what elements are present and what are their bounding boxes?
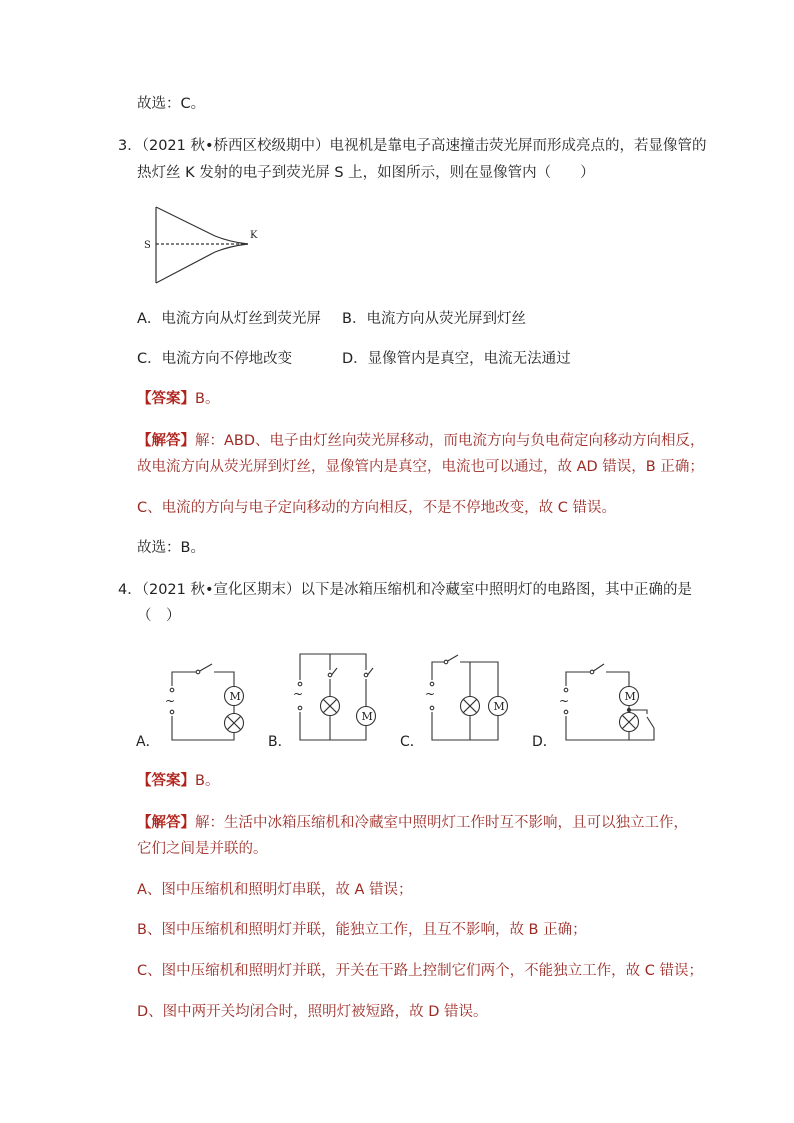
q3-stem-line2: 热灯丝 K 发射的电子到荧光屏 S 上，如图所示，则在显像管内（ ） [137,165,595,181]
q4-answer [137,770,219,792]
circuit-a [136,650,256,750]
q4-stem-line1: 4．（2021 秋•宣化区期末）以下是冰箱压缩机和冷藏室中照明灯的电路图，其中正确的是 [118,582,693,598]
q4-analysis-c: C、图中压缩机和照明灯并联，开关在干路上控制它们两个，不能独立工作，故 C 错误； [137,963,703,979]
circuit-b-label: B． [268,734,292,750]
q4-analysis-line1 [137,812,688,834]
q4-analysis-tag: 【解答】 [137,815,195,831]
circuit-d [530,650,660,750]
motor-label-b: M [361,710,373,723]
q3-answer-value: B。 [195,391,220,407]
switch-d-bypass [647,717,654,728]
motor-label-d: M [624,690,636,703]
ac-symbol-a: ~ [165,694,176,708]
q3-option-d: D．显像管内是真空，电流无法通过 [342,351,571,367]
q4-analysis-b: B、图中压缩机和照明灯并联，能独立工作，且互不影响，故 B 正确； [137,922,587,938]
q3-option-c: C．电流方向不停地改变 [137,351,293,367]
circuit-c-label: C． [400,734,424,750]
crt-lower-edge [156,244,248,283]
q4-analysis-text1: 解：生活中冰箱压缩机和冷藏室中照明灯工作时互不影响，且可以独立工作， [195,815,688,831]
label-k: K [250,230,258,241]
q4-stem-line2: （ ） [137,608,181,624]
switch-a [198,664,212,672]
q4-analysis-line2: 它们之间是并联的。 [137,841,268,857]
circuit-d-label: D． [532,734,557,750]
q4-answer-value: B。 [195,773,220,789]
crt-upper-edge [156,207,248,244]
q3-option-b: B．电流方向从荧光屏到灯丝 [342,311,526,327]
label-s: S [144,240,151,251]
q3-answer [137,388,219,410]
q3-analysis-tag: 【解答】 [137,433,195,449]
q4-analysis-a: A、图中压缩机和照明灯串联，故 A 错误； [137,882,413,898]
circuit-a-label: A． [136,734,160,750]
motor-label-a: M [229,690,241,703]
q4-analysis-d: D、图中两开关均闭合时，照明灯被短路，故 D 错误。 [137,1004,488,1020]
q4-answer-tag: 【答案】 [137,773,195,789]
q3-analysis-line3: C、电流的方向与电子定向移动的方向相反，不是不停地改变，故 C 错误。 [137,500,616,516]
q3-analysis-line1 [137,430,705,452]
q2-final: 故选：C。 [137,96,206,112]
circuit-b [266,650,386,750]
ac-symbol-c: ~ [425,687,436,701]
q3-analysis-line2: 故电流方向从荧光屏到灯丝，显像管内是真空，电流也可以通过，故 AD 错误，B 正确； [137,459,704,475]
q3-stem-line1: 3．（2021 秋•桥西区校级期中）电视机是靠电子高速撞击荧光屏而形成亮点的，若显像管的 [118,138,707,154]
q3-answer-tag: 【答案】 [137,391,195,407]
q3-option-a: A．电流方向从灯丝到荧光屏 [137,311,321,327]
circuit-c [398,650,518,750]
ac-symbol-b: ~ [293,687,304,701]
crt-diagram [140,200,270,290]
ac-symbol-d: ~ [559,694,570,708]
motor-label-c: M [493,700,505,713]
q3-final: 故选：B。 [137,540,205,556]
q3-analysis-text1: 解：ABD、电子由灯丝向荧光屏移动，而电流方向与负电荷定向移动方向相反， [195,433,705,449]
